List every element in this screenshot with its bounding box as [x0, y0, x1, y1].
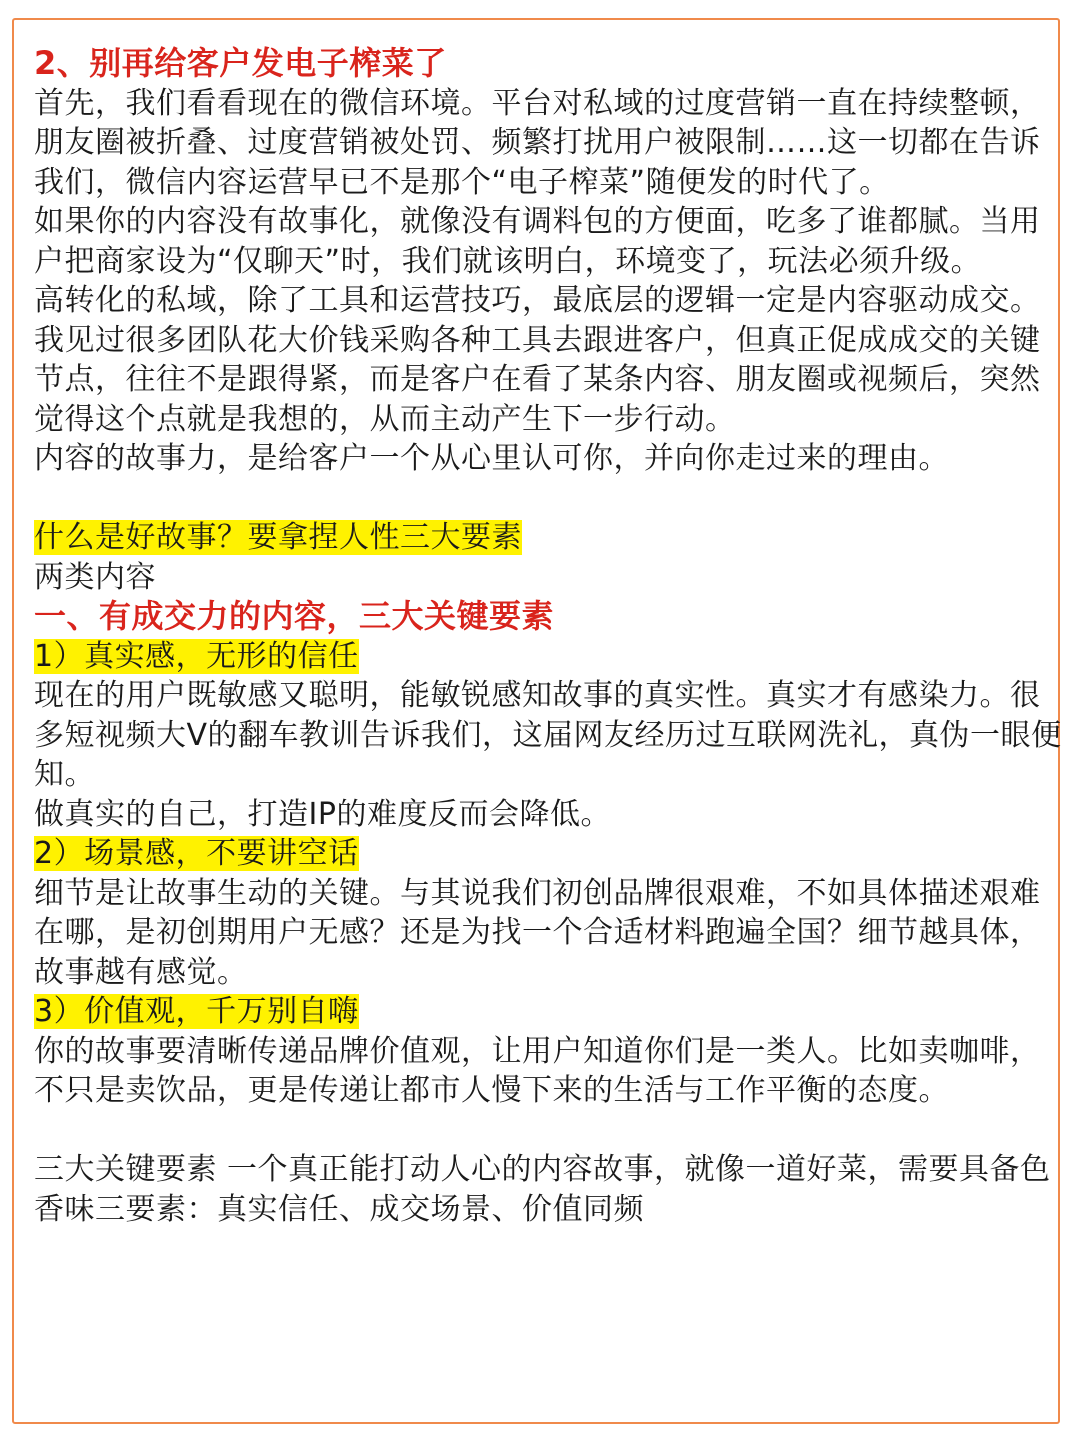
point-2-label	[34, 834, 1064, 874]
point-1-label-text: 1）真实感，无形的信任	[34, 638, 359, 674]
point-1-paragraph-1: 现在的用户既敏感又聪明，能敏锐感知故事的真实性。真实才有感染力。很多短视频大V的翻车教训告诉我们，这届网友经历过互联网洗礼，真伪一眼便知。	[34, 678, 1062, 792]
point-1-paragraph-2: 做真实的自己，打造IP的难度反而会降低。	[34, 796, 611, 832]
summary-paragraph: 三大关键要素 一个真正能打动人心的内容故事，就像一道好菜，需要具备色香味三要素：真实信任、成交场景、价值同频	[34, 1152, 1051, 1227]
intro-paragraph-1: 首先，我们看看现在的微信环境。平台对私域的过度营销一直在持续整顿，朋友圈被折叠、过度营销被处罚、频繁打扰用户被限制……这一切都在告诉我们，微信内容运营早已不是那个“电子榨菜”随便发的时代了。	[34, 85, 1041, 200]
section-heading: 一、有成交力的内容，三大关键要素	[34, 597, 555, 635]
spacer	[34, 479, 1064, 519]
intro-paragraph-3: 高转化的私域，除了工具和运营技巧，最底层的逻辑一定是内容驱动成交。	[34, 283, 1041, 318]
section-subtitle: 两类内容	[34, 559, 156, 595]
intro-paragraph-2: 如果你的内容没有故事化，就像没有调料包的方便面，吃多了谁都腻。当用户把商家设为“仅聊天”时，我们就该明白，环境变了，玩法必须升级。	[34, 204, 1041, 279]
point-3-label	[34, 992, 1064, 1032]
point-1-label	[34, 637, 1064, 677]
point-2-label-text: 2）场景感，不要讲空话	[34, 836, 359, 871]
intro-paragraph-5: 内容的故事力，是给客户一个从心里认可你，并向你走过来的理由。	[34, 441, 949, 476]
section-highlight-text: 什么是好故事？要拿捏人性三大要素	[34, 520, 522, 555]
point-2-paragraph-1: 细节是让故事生动的关键。与其说我们初创品牌很艰难，不如具体描述艰难在哪，是初创期用户无感？还是为找一个合适材料跑遍全国？细节越具体，故事越有感觉。	[34, 875, 1041, 990]
point-3-paragraph-1: 你的故事要清晰传递品牌价值观，让用户知道你们是一类人。比如卖咖啡，不只是卖饮品，更是传递让都市人慢下来的生活与工作平衡的态度。	[34, 1033, 1041, 1108]
section-highlight	[34, 518, 1064, 558]
point-3-label-text: 3）价值观，千万别自嗨	[34, 994, 359, 1029]
intro-paragraph-4: 我见过很多团队花大价钱采购各种工具去跟进客户，但真正促成成交的关键节点，往往不是跟得紧，而是客户在看了某条内容、朋友圈或视频后，突然觉得这个点就是我想的，从而主动产生下一步行动。	[34, 322, 1041, 437]
article-body	[34, 44, 1064, 1229]
spacer	[34, 1111, 1064, 1151]
article-title: 2、别再给客户发电子榨菜了	[34, 44, 447, 82]
